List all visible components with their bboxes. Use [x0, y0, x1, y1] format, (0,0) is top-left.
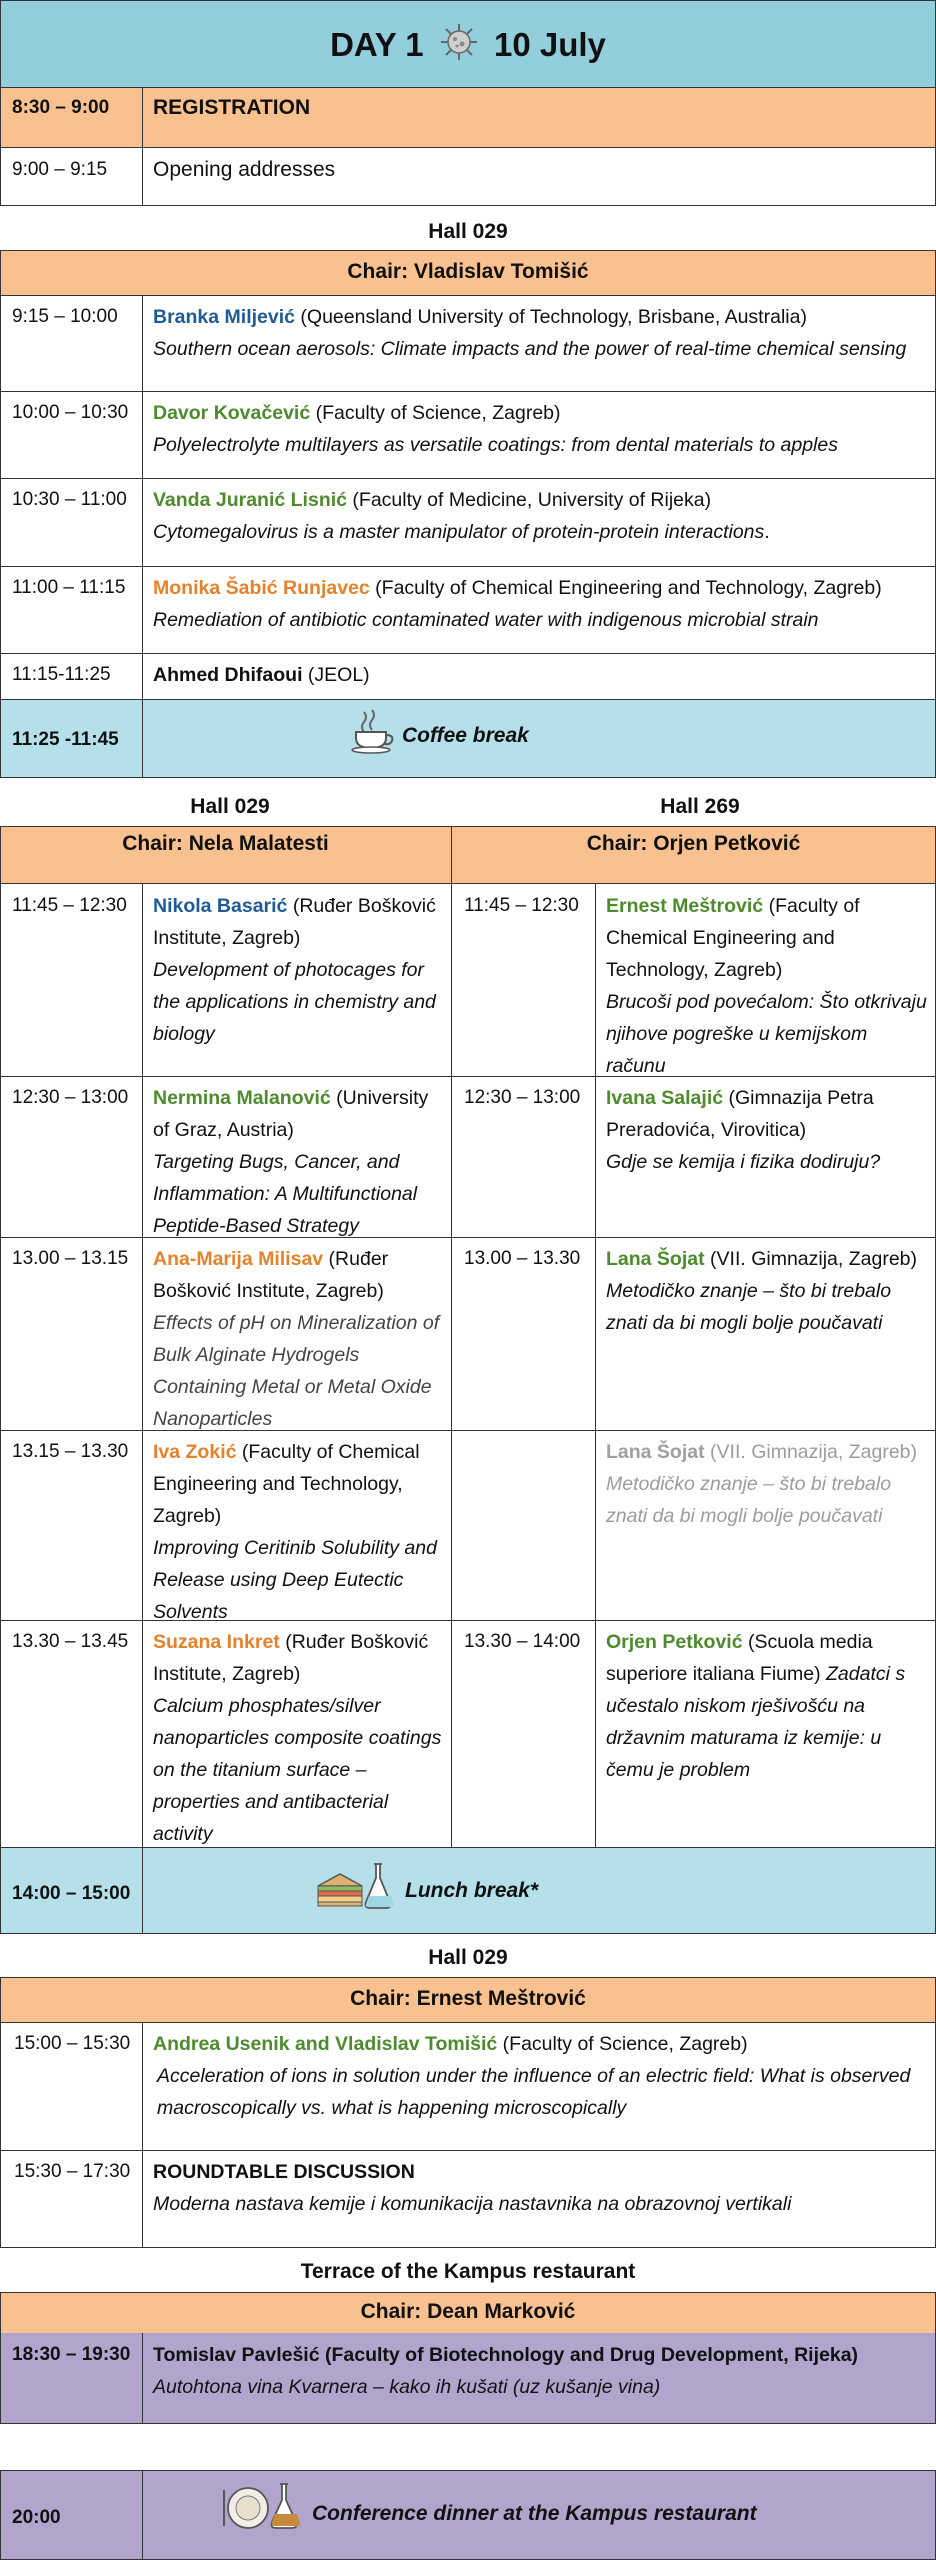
affiliation: (Ruđer Bošković Institute, Zagreb) — [153, 1631, 429, 1685]
talk-title: Moderna nastava kemije i komunikacija nastavnika na obrazovnoj vertikali — [153, 2193, 792, 2215]
table-row — [596, 884, 936, 1082]
table-row — [596, 1237, 936, 1339]
table-row — [596, 1430, 936, 1532]
affiliation: (Faculty of Science, Zagreb) — [497, 2033, 748, 2055]
affiliation: (Gimnazija Petra Preradovića, Virovitica) — [606, 1087, 874, 1141]
registration-time: 8:30 – 9:00 — [12, 97, 110, 118]
session3-hall: Hall 029 — [428, 1946, 508, 1969]
speaker-name: Ahmed Dhifaoui — [153, 664, 303, 686]
table-row — [143, 1076, 451, 1242]
day-label: DAY 1 — [330, 26, 424, 63]
affiliation: (Ruđer Bošković Institute, Zagreb) — [153, 895, 436, 949]
affiliation: (Queensland University of Technology, Brisbane, Australia) — [294, 306, 807, 328]
session4-hall: Terrace of the Kampus restaurant — [300, 2260, 636, 2283]
talk-title: Gdje se kemija i fizika dodiruju? — [606, 1151, 881, 1173]
table-row-time: 11:15-11:25 — [12, 664, 111, 685]
speaker-name: Ana-Marija Milisav — [153, 1248, 324, 1270]
speaker-name: Branka Miljević — [153, 306, 295, 328]
table-row — [143, 295, 936, 365]
registration-label: REGISTRATION — [153, 96, 311, 119]
affiliation: (Faculty of Chemical Engineering and Technology, Zagreb) — [606, 895, 860, 981]
speaker-name: Vanda Juranić Lisnić — [153, 489, 347, 511]
session2-left-chair: Chair: Nela Malatesti — [122, 832, 329, 855]
opening-row — [0, 148, 936, 206]
table-row — [143, 2022, 936, 2124]
table-row — [596, 1620, 936, 1786]
affiliation: (University of Graz, Austria) — [153, 1087, 429, 1141]
registration-row — [0, 88, 936, 148]
affiliation: (Faculty of Science, Zagreb) — [310, 402, 561, 424]
affiliation: (Faculty of Medicine, University of Rijeka) — [347, 489, 712, 511]
lunch-break-time: 14:00 – 15:00 — [12, 1883, 131, 1904]
lunch-break-label: Lunch break* — [405, 1879, 539, 1902]
table-row-time: 11:45 – 12:30 — [464, 895, 579, 916]
speaker-name: Nermina Malanović — [153, 1087, 331, 1109]
talk-title: Zadatci s učestalo niskom rješivošću na državnim maturama iz kemije: u čemu je problem — [606, 1663, 906, 1781]
table-row-time: 13.00 – 13.15 — [12, 1248, 129, 1269]
table-row — [596, 1076, 936, 1178]
affiliation: (JEOL) — [302, 664, 370, 686]
talk-title: Targeting Bugs, Cancer, and Inflammation: A Multifunctional Peptide-Based Strategy — [153, 1151, 418, 1237]
coffee-break-label: Coffee break — [402, 724, 529, 747]
talk-title: Development of photocages for the applications in chemistry and biology — [153, 959, 436, 1045]
table-row — [143, 1620, 451, 1850]
speaker-name: Davor Kovačević — [153, 402, 311, 424]
table-row-time: 11:00 – 11:15 — [12, 577, 126, 598]
table-row — [143, 2150, 936, 2220]
table-row-time: 10:00 – 10:30 — [12, 402, 129, 423]
speaker-name: Nikola Basarić — [153, 895, 288, 917]
table-row — [143, 884, 451, 1050]
speaker-name: Andrea Usenik and Vladislav Tomišić — [153, 2033, 498, 2055]
talk-title: Effects of pH on Mineralization of Bulk Alginate Hydrogels Containing Metal or Metal Oxide Nanoparticles — [153, 1312, 440, 1430]
talk-title: Southern ocean aerosols: Climate impacts and the power of real-time chemical sensing — [153, 338, 907, 360]
dinner-time: 20:00 — [12, 2507, 61, 2528]
speaker-name: Lana Šojat — [606, 1248, 705, 1270]
table-row-time: 13.30 – 14:00 — [464, 1631, 581, 1652]
session1-chair: Chair: Vladislav Tomišić — [0, 250, 936, 296]
opening-time: 9:00 – 9:15 — [12, 159, 108, 180]
table-row-time: 15:00 – 15:30 — [14, 2033, 131, 2054]
title-tail: . — [764, 521, 770, 543]
table-row — [143, 478, 936, 548]
affiliation: (Faculty of Chemical Engineering and Technology, Zagreb) — [369, 577, 882, 599]
table-row-time: 12:30 – 13:00 — [12, 1087, 129, 1108]
table-row-time: 11:45 – 12:30 — [12, 895, 127, 916]
affiliation: (Faculty of Chemical Engineering and Technology, Zagreb) — [153, 1441, 420, 1527]
session1-hall: Hall 029 — [428, 220, 508, 243]
dinner-plate-flask-icon — [222, 2478, 302, 2538]
speaker-name: Monika Šabić Runjavec — [153, 577, 370, 599]
talk-title: Polyelectrolyte multilayers as versatile coatings: from dental materials to apples — [153, 434, 838, 456]
talk-title: Brucoši pod povećalom: Što otkrivaju njihove pogreške u kemijskom računu — [606, 991, 927, 1077]
session3-chair: Chair: Ernest Meštrović — [0, 1977, 936, 2023]
speaker-name: Iva Zokić — [153, 1441, 237, 1463]
table-row — [143, 1237, 451, 1435]
affiliation: (VII. Gimnazija, Zagreb) — [704, 1248, 918, 1270]
table-row-time: 13.00 – 13.30 — [464, 1248, 581, 1269]
table-row — [143, 391, 936, 461]
talk-title: Metodičko znanje – što bi trebalo znati da bi mogli bolje poučavati — [606, 1280, 892, 1334]
speaker-name: Orjen Petković — [606, 1631, 743, 1653]
affiliation: (Ruđer Bošković Institute, Zagreb) — [153, 1248, 389, 1302]
table-row — [143, 566, 936, 636]
session2-right-chair: Chair: Orjen Petković — [586, 832, 801, 855]
talk-title: Calcium phosphates/silver nanoparticles composite coatings on the titanium surface – properties and antibacterial activity — [153, 1695, 442, 1845]
speaker-name: Ivana Salajić — [606, 1087, 724, 1109]
virus-icon — [439, 22, 479, 72]
talk-title: Improving Ceritinib Solubility and Release using Deep Eutectic Solvents — [153, 1537, 437, 1623]
talk-title: Autohtona vina Kvarnera – kako ih kušati (uz kušanje vina) — [153, 2376, 661, 2398]
table-row-time: 13.30 – 13.45 — [12, 1631, 129, 1652]
talk-title: Remediation of antibiotic contaminated water with indigenous microbial strain — [153, 609, 819, 631]
session2-left-hall: Hall 029 — [190, 795, 270, 818]
table-row-time: 9:15 – 10:00 — [12, 306, 118, 327]
roundtable-label: ROUNDTABLE DISCUSSION — [153, 2161, 415, 2183]
talk-title: Cytomegalovirus is a master manipulator of protein-protein interactions — [153, 521, 765, 543]
table-row-time: 13.15 – 13.30 — [12, 1441, 129, 1462]
speaker-name: Suzana Inkret — [153, 1631, 280, 1653]
table-row — [143, 1430, 451, 1628]
session4-chair: Chair: Dean Marković — [0, 2292, 936, 2334]
table-row-time: 15:30 – 17:30 — [14, 2161, 131, 2182]
coffee-cup-icon — [350, 708, 396, 754]
table-row-time: 10:30 – 11:00 — [12, 489, 127, 510]
speaker-name: Tomislav Pavlešić (Faculty of Biotechnology and Drug Development, Rijeka) — [153, 2344, 859, 2366]
dinner-label: Conference dinner at the Kampus restaurant — [312, 2502, 757, 2525]
table-row-time: 12:30 – 13:00 — [464, 1087, 581, 1108]
talk-title: Metodičko znanje – što bi trebalo znati da bi mogli bolje poučavati — [606, 1473, 892, 1527]
day-title — [0, 22, 936, 72]
table-row — [143, 2333, 936, 2403]
affiliation: (Scuola media superiore italiana Fiume) — [606, 1631, 873, 1685]
table-row-time: 18:30 – 19:30 — [12, 2344, 131, 2365]
speaker-name: Lana Šojat — [606, 1441, 705, 1463]
affiliation: (VII. Gimnazija, Zagreb) — [704, 1441, 918, 1463]
coffee-break-time: 11:25 -11:45 — [12, 729, 119, 750]
talk-title: Acceleration of ions in solution under the influence of an electric field: What is observed macroscopically vs. what is happening microscopically — [157, 2065, 911, 2119]
opening-label: Opening addresses — [153, 158, 336, 181]
session2-right-hall: Hall 269 — [660, 795, 740, 818]
date-label: 10 July — [494, 26, 606, 63]
speaker-name: Ernest Meštrović — [606, 895, 764, 917]
lunch-sandwich-flask-icon — [314, 1856, 394, 1916]
table-row — [143, 653, 936, 691]
